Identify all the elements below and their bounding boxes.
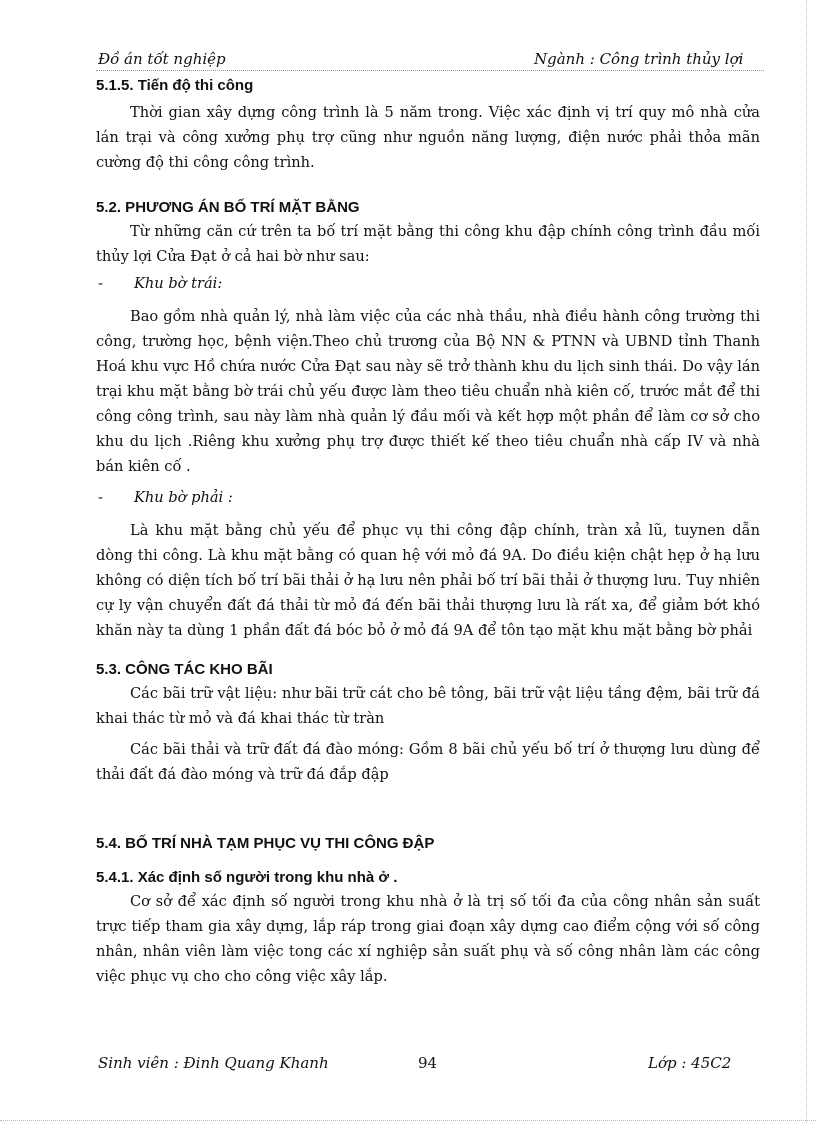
footer-page-number: 94: [418, 1054, 438, 1072]
paragraph: Các bãi trữ vật liệu: như bãi trữ cát cho bê tông, bãi trữ vật liệu tầng đệm, bãi trữ đá khai thác từ mỏ và đá khai thác từ tràn: [96, 685, 760, 727]
paragraph: Thời gian xây dựng công trình là 5 năm trong. Việc xác định vị trí quy mô nhà cửa lán trại và công xưởng phụ trợ cũng như nguồn năng lượng, điện nước phải thỏa mãn cường độ thi công công trình.: [96, 104, 760, 171]
bullet-right-bank: [96, 485, 760, 510]
footer-class: Lớp : 45C2: [648, 1054, 732, 1072]
bullet-label: Khu bờ phải :: [134, 489, 233, 506]
paragraph: Là khu mặt bằng chủ yếu để phục vụ thi công đập chính, tràn xả lũ, tuynen dẫn dòng thi công. Là khu mặt bằng có quan hệ với mỏ đá 9A. Do điều kiện chật hẹp ở hạ lưu không có diện tích bố trí bãi thải ở hạ lưu nên phải bố trí bãi thải ở thượng lưu. Tuy nhiên cự ly vận chuyển đất đá thải từ mỏ đá đến bãi thải thượng lưu là rất xa, để giảm bớt khó khăn này ta dùng 1 phần đất đá bóc bỏ ở mỏ đá 9A để tôn tạo mặt khu mặt bằng bờ phải: [96, 522, 760, 639]
paragraph: Các bãi thải và trữ đất đá đào móng: Gồm 8 bãi chủ yếu bố trí ở thượng lưu dùng để thải đất đá đào móng và trữ đá đắp đập: [96, 741, 760, 783]
heading-5-1-5: 5.1.5. Tiến độ thi công: [96, 77, 254, 94]
page-bottom-rule: [0, 1120, 816, 1121]
header-rule: [96, 70, 764, 71]
bullet-dash: -: [98, 275, 103, 292]
paragraph: Bao gồm nhà quản lý, nhà làm việc của các nhà thầu, nhà điều hành công trường thi công, trường học, bệnh viện.Theo chủ trương của Bộ NN & PTNN và UBND tỉnh Thanh Hoá khu vực Hồ chứa nước Cửa Đạt sau này sẽ trở thành khu du lịch sinh thái. Do vậy lán trại khu mặt bằng bờ trái chủ yếu được làm theo tiêu chuẩn nhà kiên cố, trước mắt để thi công công trình, sau này làm nhà quản lý đầu mối và kết hợp một phần để làm cơ sở cho khu du lịch .Riêng khu xưởng phụ trợ được thiết kế theo tiêu chuẩn nhà cấp IV và nhà bán kiên cố .: [96, 308, 760, 475]
header-left: Đồ án tốt nghiệp: [98, 50, 226, 68]
header-right: Ngành : Công trình thủy lợi: [534, 50, 744, 68]
heading-5-3: 5.3. CÔNG TÁC KHO BÃI: [96, 661, 273, 678]
page-body: [96, 75, 760, 989]
heading-5-4: 5.4. BỐ TRÍ NHÀ TẠM PHỤC VỤ THI CÔNG ĐẬP: [96, 835, 435, 852]
page-edge-rule: [806, 0, 807, 1123]
footer-student: Sinh viên : Đinh Quang Khanh: [98, 1054, 329, 1072]
paragraph: Cơ sở để xác định số người trong khu nhà ở là trị số tối đa của công nhân sản suất trực tiếp tham gia xây dựng, lắp ráp trong giai đoạn xây dựng cao điểm cộng với số công nhân, nhân viên làm việc tong các xí nghiệp sản suất phụ và số công nhân làm các công việc phục vụ cho cho công việc xây lắp.: [96, 893, 760, 985]
heading-5-2: 5.2. PHƯƠNG ÁN BỐ TRÍ MẶT BẰNG: [96, 199, 360, 216]
bullet-dash: -: [98, 489, 103, 506]
bullet-left-bank: [96, 271, 760, 296]
paragraph: Từ những căn cứ trên ta bố trí mặt bằng thi công khu đập chính công trình đầu mối thủy lợi Cửa Đạt ở cả hai bờ như sau:: [96, 223, 760, 265]
bullet-label: Khu bờ trái:: [134, 275, 223, 292]
heading-5-4-1: 5.4.1. Xác định số người trong khu nhà ở .: [96, 869, 398, 886]
